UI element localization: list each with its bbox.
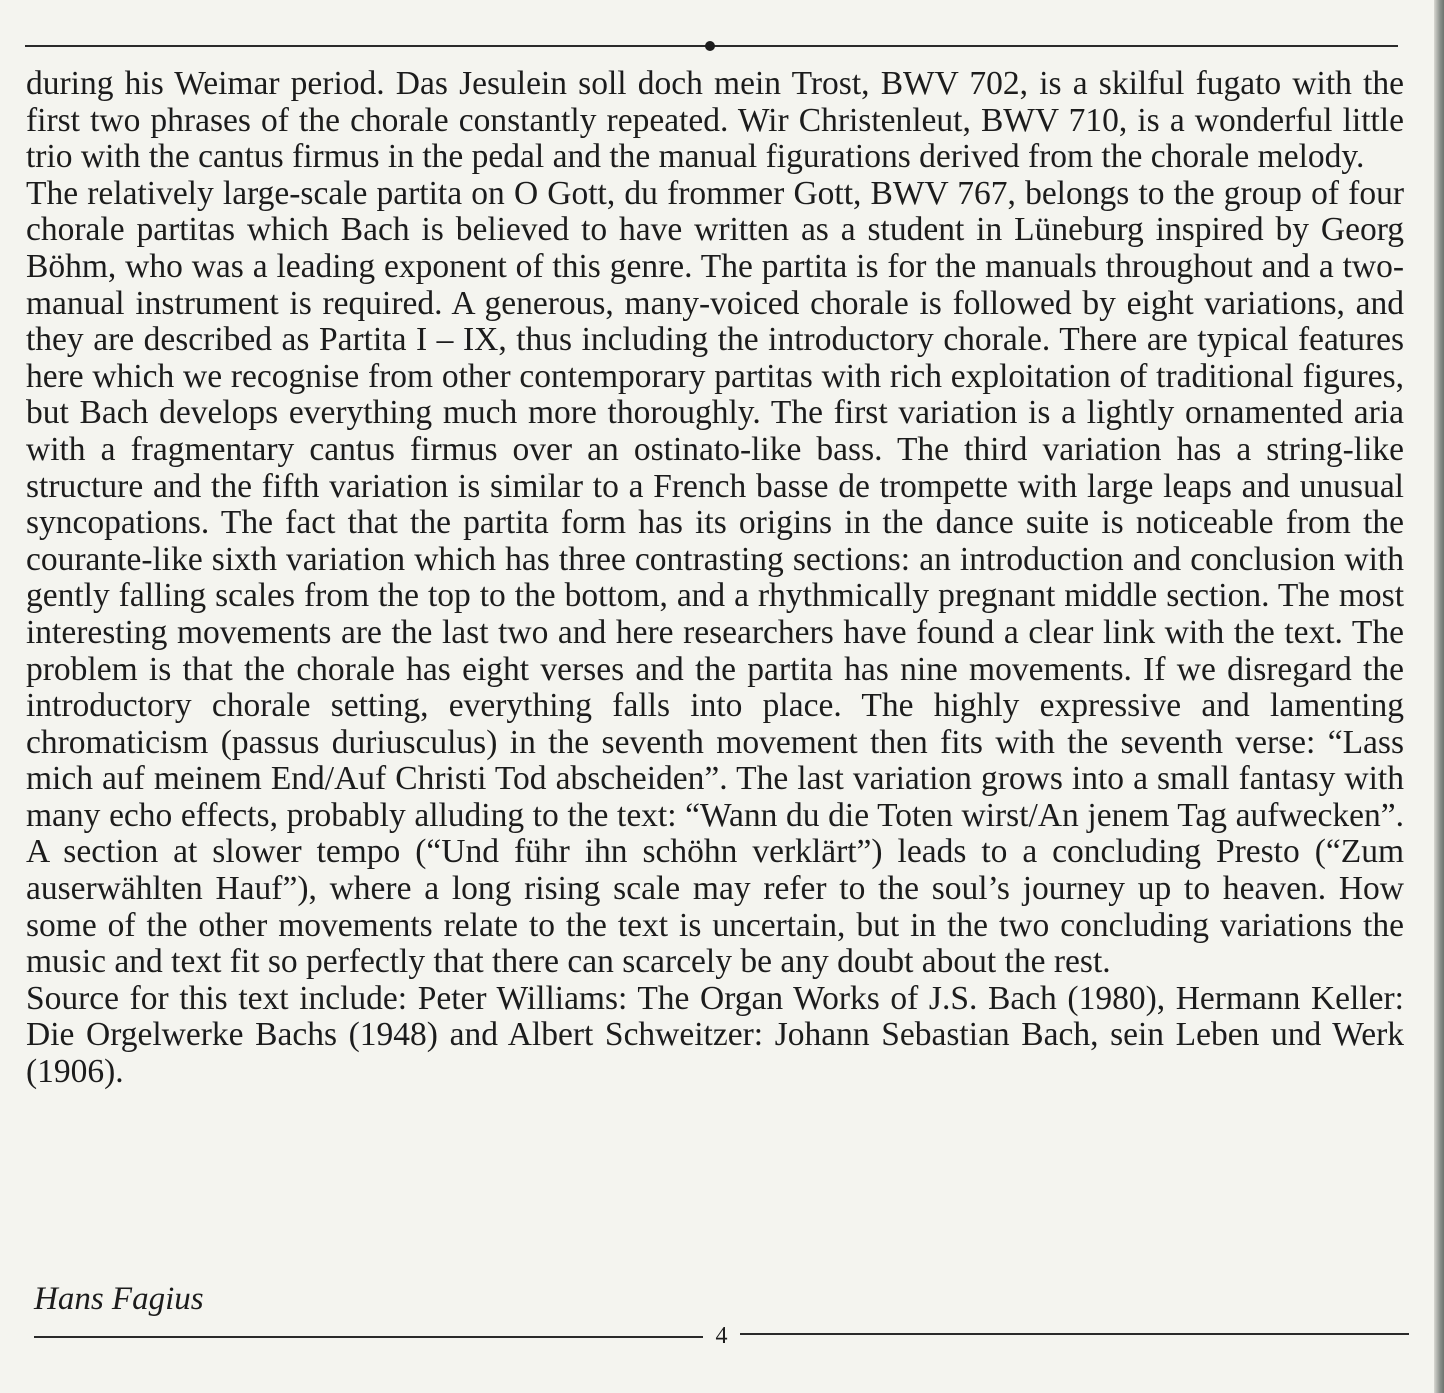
footer-rule-left (34, 1336, 703, 1338)
author-signature: Hans Fagius (34, 1281, 204, 1317)
paragraph-partita: The relatively large-scale partita on O Gott, du frommer Gott, BWV 767, belongs to the group of four chorale partitas which Bach is believed to have written as a student in Lüneburg inspired by Georg Böhm, who was a leading exponent of this genre. The partita is for the manuals throughout and a two-manual instrument is required. A generous, many-voiced chorale is followed by eight variations, and they are described as Partita I – IX, thus including the introductory chorale. There are typical features here which we recognise from other contemporary partitas with rich exploitation of traditional figures, but Bach develops everything much more thoroughly. The first variation is a lightly ornamented aria with a fragmentary cantus firmus over an ostinato-like bass. The third variation has a string-like structure and the fifth variation is similar to a French basse de trompette with large leaps and unusual syncopations. The fact that the partita form has its origins in the dance suite is noticeable from the courante-like sixth variation which has three contrasting sections: an introduction and conclusion with gently falling scales from the top to the bottom, and a rhythmically pregnant middle section. The most interesting movements are the last two and here researchers have found a clear link with the text. The problem is that the chorale has eight verses and the partita has nine movements. If we disregard the introductory chorale setting, everything falls into place. The highly expressive and lamenting chromaticism (passus duriusculus) in the seventh movement then fits with the seventh verse: “Lass mich auf meinem End/Auf Christi Tod abscheiden”. The last variation grows into a small fantasy with many echo effects, probably alluding to the text: “Wann du die Toten wirst/An jenem Tag aufwecken”. A section at slower tempo (“Und führ ihn schöhn verklärt”) leads to a concluding Presto (“Zum auserwählten Hauf”), where a long rising scale may refer to the soul’s journey up to heaven. How some of the other movements relate to the text is uncertain, but in the two concluding variations the music and text fit so perfectly that there can scarcely be any doubt about the rest. (26, 174, 1404, 981)
scan-page-edge (1434, 0, 1444, 1393)
paragraph-weimar: during his Weimar period. Das Jesulein soll doch mein Trost, BWV 702, is a skilful fugato with the first two phrases of the chorale constantly repeated. Wir Christenleut, BWV 710, is a wonderful little trio with the cantus firmus in the pedal and the manual figurations derived from the chorale melody. (26, 65, 1404, 176)
footer-rule-right (740, 1333, 1409, 1335)
divider-dot-ornament (705, 41, 715, 51)
footer (34, 1325, 1409, 1349)
page-number: 4 (715, 1323, 728, 1349)
body-text (26, 66, 1404, 1091)
top-divider (25, 45, 1398, 47)
paragraph-sources: Source for this text include: Peter Williams: The Organ Works of J.S. Bach (1980), Hermann Keller: Die Orgelwerke Bachs (1948) and Albert Schweitzer: Johann Sebastian Bach, sein Leben und Werk (1906). (26, 979, 1404, 1091)
